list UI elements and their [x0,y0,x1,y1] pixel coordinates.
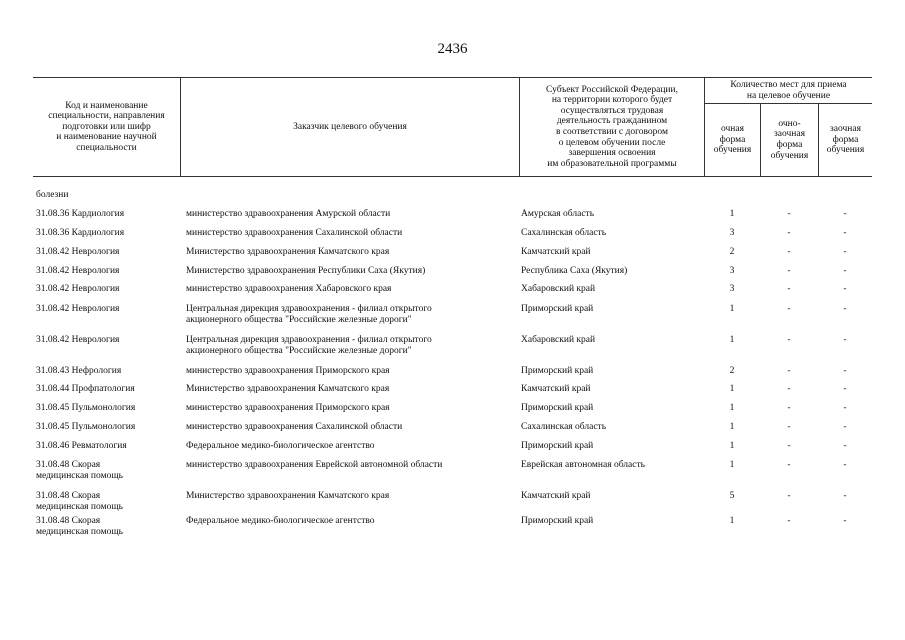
header-mixed-line: форма [776,140,803,150]
header-part-time-line: обучения [826,145,865,156]
part-time-count: - [843,384,847,394]
mixed-count: - [787,384,791,394]
customer-cell: министерство здравоохранения Хабаровского края [186,284,392,294]
header-mixed-line: обучения [770,150,809,161]
region-cell: Приморский край [521,366,594,376]
specialty-cell: 31.08.36 Кардиология [36,228,125,238]
customer-cell: Центральная дирекция здравоохранения - филиал открытого акционерного общества "Российские железные дороги" [186,304,432,325]
full-time-count: 1 [729,403,735,413]
region-cell: Камчатский край [521,247,591,257]
part-time-count: - [843,460,847,470]
header-mixed-line: заочная [774,129,805,140]
mixed-count: - [787,460,791,470]
specialty-cell: 31.08.43 Нефрология [36,366,122,376]
part-time-count: - [843,422,847,432]
specialty-cell: 31.08.36 Кардиология [36,209,125,219]
specialty-cell: 31.08.45 Пульмонология [36,403,136,413]
mixed-count: - [787,284,791,294]
header-customer [181,78,519,176]
region-cell: Приморский край [521,516,594,526]
full-time-count: 3 [729,228,735,238]
customer-cell: Министерство здравоохранения Камчатского края [186,247,390,257]
specialty-cell: 31.08.42 Неврология [36,335,120,345]
full-time-count: 2 [729,366,735,376]
header-specialty-line: подготовки или шифр [62,121,151,132]
customer-cell: Центральная дирекция здравоохранения - филиал открытого акционерного общества "Российские железные дороги" [186,335,432,356]
full-time-count: 1 [729,460,735,470]
customer-cell: министерство здравоохранения Еврейской автономной области [186,460,443,470]
header-full-time-line: очная [721,124,744,135]
mixed-count: - [787,209,791,219]
mixed-count: - [787,247,791,257]
header-full-time [705,104,760,176]
full-time-count: 3 [729,284,735,294]
part-time-count: - [843,228,847,238]
part-time-count: - [843,403,847,413]
part-time-count: - [843,335,847,345]
mixed-count: - [787,304,791,314]
customer-cell: министерство здравоохранения Приморского края [186,366,390,376]
customer-cell: Министерство здравоохранения Республики Саха (Якутия) [186,266,426,276]
header-specialty-line: и наименование научной [56,132,157,143]
full-time-count: 1 [729,516,735,526]
customer-cell: Министерство здравоохранения Камчатского края [186,384,390,394]
mixed-count: - [787,516,791,526]
mixed-count: - [787,491,791,501]
header-part-time-line: форма [832,134,859,145]
full-time-count: 1 [729,441,735,451]
region-cell: Приморский край [521,304,594,314]
part-time-count: - [843,284,847,294]
header-specialty-line: специальности [76,142,137,153]
customer-cell: министерство здравоохранения Приморского края [186,403,390,413]
region-cell: Хабаровский край [521,284,596,294]
specialty-cell: 31.08.42 Неврология [36,266,120,276]
header-region-line: Субъект Российской Федерации, [546,84,678,95]
page-number: 2436 [437,41,468,57]
region-cell: Республика Саха (Якутия) [521,266,628,276]
header-region-line: о целевом обучении после [558,137,666,148]
specialty-cell: 31.08.42 Неврология [36,304,120,314]
mixed-count: - [787,366,791,376]
region-cell: Еврейская автономная область [521,460,645,470]
header-region-line: им образовательной программы [547,158,677,169]
region-cell: Камчатский край [521,491,591,501]
header-region-line: деятельность гражданином [556,116,668,127]
part-time-count: - [843,441,847,451]
header-part-time [819,104,872,176]
region-cell: Сахалинская область [521,422,607,432]
header-customer-line: Заказчик целевого обучения [293,121,407,132]
header-mixed-line: очно- [778,118,801,129]
part-time-count: - [843,366,847,376]
header-region-line: осуществляться трудовая [560,105,664,116]
part-time-count: - [843,209,847,219]
full-time-count: 5 [729,491,735,501]
part-time-count: - [843,247,847,257]
header-full-time-line: форма [719,134,746,145]
customer-cell: министерство здравоохранения Амурской области [186,209,391,219]
header-region-line: завершения освоения [568,148,656,159]
mixed-count: - [787,422,791,432]
specialty-cell: 31.08.48 Скорая медицинская помощь [36,460,123,481]
specialty-cell: 31.08.48 Скорая медицинская помощь [36,516,123,537]
region-cell: Приморский край [521,403,594,413]
region-cell: Камчатский край [521,384,591,394]
header-region-line: на территории которого будет [551,95,673,106]
customer-cell: Федеральное медико-биологическое агентство [186,441,375,451]
part-time-count: - [843,266,847,276]
region-cell: Амурская область [521,209,595,219]
customer-cell: Министерство здравоохранения Камчатского края [186,491,390,501]
header-places-group-line: Количество мест для приема [730,79,847,90]
full-time-count: 1 [729,209,735,219]
mixed-count: - [787,403,791,413]
specialty-cell: 31.08.42 Неврология [36,284,120,294]
header-places-group [705,78,872,103]
header-part-time-line: заочная [830,124,861,135]
section-label: болезни [36,190,69,200]
mixed-count: - [787,441,791,451]
full-time-count: 1 [729,335,735,345]
mixed-count: - [787,335,791,345]
header-mixed [761,104,818,176]
part-time-count: - [843,304,847,314]
specialty-cell: 31.08.48 Скорая медицинская помощь [36,491,123,512]
mixed-count: - [787,266,791,276]
specialty-cell: 31.08.44 Профпатология [36,384,135,394]
full-time-count: 3 [729,266,735,276]
header-bottom-border [33,176,872,177]
specialty-cell: 31.08.45 Пульмонология [36,422,136,432]
header-places-group-line: на целевое обучение [746,90,831,101]
full-time-count: 2 [729,247,735,257]
full-time-count: 1 [729,422,735,432]
specialty-cell: 31.08.46 Ревматология [36,441,127,451]
region-cell: Приморский край [521,441,594,451]
customer-cell: министерство здравоохранения Сахалинской области [186,228,403,238]
part-time-count: - [843,516,847,526]
header-specialty-line: Код и наименование [65,100,148,111]
customer-cell: министерство здравоохранения Сахалинской области [186,422,403,432]
customer-cell: Федеральное медико-биологическое агентство [186,516,375,526]
region-cell: Сахалинская область [521,228,607,238]
part-time-count: - [843,491,847,501]
header-specialty-line: специальности, направления [48,111,165,122]
full-time-count: 1 [729,384,735,394]
header-region [520,78,704,176]
region-cell: Хабаровский край [521,335,596,345]
header-region-line: в соответствии с договором [555,127,668,137]
header-full-time-line: обучения [713,145,752,156]
specialty-cell: 31.08.42 Неврология [36,247,120,257]
full-time-count: 1 [729,304,735,314]
mixed-count: - [787,228,791,238]
header-specialty [33,78,180,176]
